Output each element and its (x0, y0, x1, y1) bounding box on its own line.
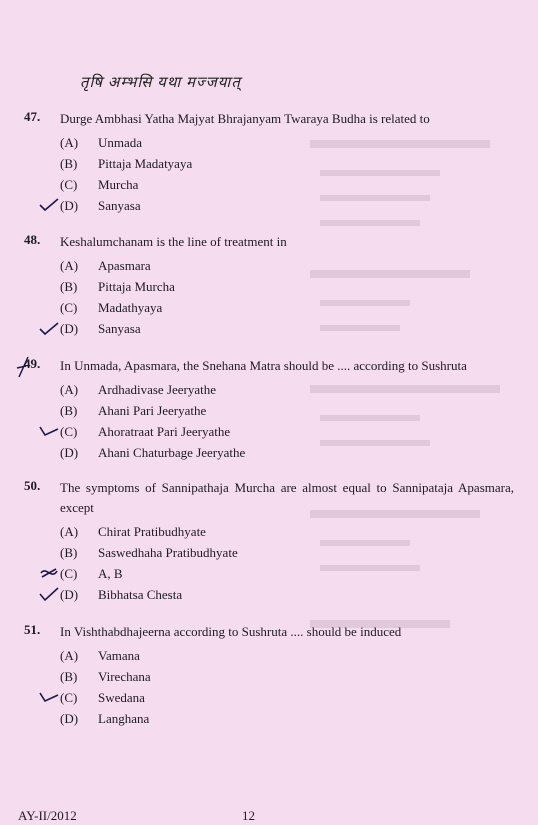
option-b: (B) Ahani Pari Jeeryathe (60, 403, 207, 418)
option-a: (A) Ardhadivase Jeeryathe (60, 382, 217, 397)
option-b: (B) Saswedhaha Pratibudhyate (60, 545, 238, 560)
handwritten-annotation: तृषि अम्भसि यथा मज्जयात् (80, 75, 241, 91)
question-number: 51. (24, 622, 41, 637)
option-d: (D) Sanyasa (60, 195, 514, 216)
question-text: The symptoms of Sannipathaja Murcha are almost equal to Sannipataja Apasmara, except (60, 480, 514, 515)
options-list (60, 379, 514, 463)
options-list (60, 645, 514, 729)
question-47 (24, 109, 514, 216)
option-c: (C) Ahoratraat Pari Jeeryathe (60, 421, 514, 442)
options-list (60, 132, 514, 216)
question-48 (24, 232, 514, 339)
page-number: 12 (242, 808, 255, 823)
question-text: In Vishthabdhajeerna according to Sushruta .... should be induced (60, 624, 402, 639)
option-a: (A) Unmada (60, 135, 143, 150)
question-number: 48. (24, 232, 41, 247)
paper-code: AY-II/2012 (18, 808, 77, 823)
pen-scribble-icon (38, 565, 60, 581)
option-a: (A) Vamana (60, 648, 140, 663)
option-b: (B) Pittaja Madatyaya (60, 156, 193, 171)
option-d: (D) Bibhatsa Chesta (60, 584, 514, 605)
option-b: (B) Virechana (60, 669, 151, 684)
pen-tick-icon (38, 320, 60, 336)
option-a: (A) Chirat Pratibudhyate (60, 524, 206, 539)
question-number: 49. (24, 356, 41, 371)
question-50 (24, 478, 514, 605)
pen-tick-icon (38, 197, 60, 213)
pen-tick-icon (38, 586, 60, 602)
option-c: (C) Madathyaya (60, 300, 163, 315)
option-d: (D) Ahani Chaturbage Jeeryathe (60, 445, 246, 460)
options-list (60, 521, 514, 605)
question-text: In Unmada, Apasmara, the Snehana Matra should be .... according to Sushruta (60, 358, 467, 373)
question-number: 50. (24, 478, 41, 493)
option-b: (B) Pittaja Murcha (60, 279, 175, 294)
question-51 (24, 622, 514, 729)
question-number: 47. (24, 109, 41, 124)
pen-tick-icon (38, 689, 60, 705)
question-text: Durge Ambhasi Yatha Majyat Bhrajanyam Twaraya Budha is related to (60, 111, 430, 126)
option-a: (A) Apasmara (60, 258, 151, 273)
option-c: (C) Murcha (60, 177, 139, 192)
option-d: (D) Langhana (60, 711, 150, 726)
question-text: Keshalumchanam is the line of treatment in (60, 234, 287, 249)
question-49 (24, 356, 514, 463)
option-c: (C) Swedana (60, 687, 514, 708)
option-d: (D) Sanyasa (60, 318, 514, 339)
option-c: (C) A, B (60, 563, 514, 584)
pen-tick-icon (38, 423, 60, 439)
options-list (60, 255, 514, 339)
